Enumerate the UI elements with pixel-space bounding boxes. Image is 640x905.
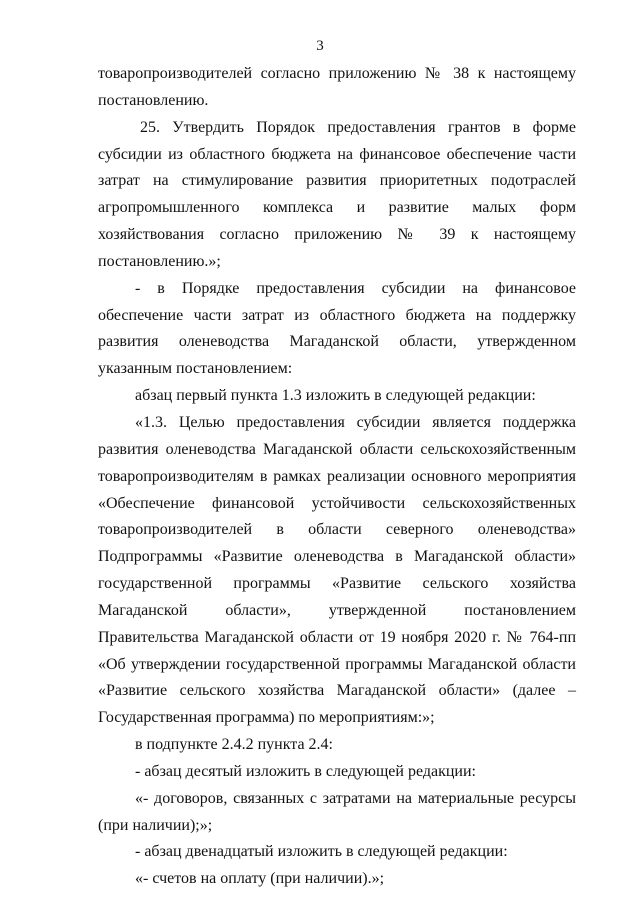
paragraph: абзац первый пункта 1.3 изложить в следующей редакции: bbox=[135, 387, 536, 405]
document-body bbox=[98, 61, 576, 893]
paragraph: товаропроизводителей согласно приложению № 38 к настоящему постановлению. bbox=[98, 65, 576, 109]
paragraph: 25. Утвердить Порядок предоставления грантов в форме субсидии из областного бюджета на финансовое обеспечение части затрат на стимулирование развития приоритетных подотраслей агропромышленного комплекса и развитие малых форм хозяйствования согласно приложению № 39 к настоящему постановлению.»; bbox=[98, 118, 576, 270]
paragraph: в подпункте 2.4.2 пункта 2.4: bbox=[135, 736, 333, 754]
paragraph: «1.3. Целью предоставления субсидии является поддержка развития оленеводства Магаданской области сельскохозяйственным товаропроизводителям в рамках реализации основного мероприятия «Обеспечение финансовой устойчивости сельскохозяйственных товаропроизводителей в области северного оленеводства» Подпрограммы «Развитие оленеводства в Магаданской области» государственной программы «Развитие сельского хозяйства Магаданской области», утвержденной постановлением Правительства Магаданской области от 19 ноября 2020 г. № 764-пп «Об утверждении государственной программы Магаданской области «Развитие сельского хозяйства Магаданской области» (далее – Государственная программа) по мероприятиям:»; bbox=[98, 413, 576, 727]
page-number: 3 bbox=[316, 38, 324, 54]
paragraph: - абзац двенадцатый изложить в следующей редакции: bbox=[135, 843, 508, 861]
paragraph: «- счетов на оплату (при наличии).»; bbox=[135, 870, 385, 888]
paragraph: - в Порядке предоставления субсидии на финансовое обеспечение части затрат из областного бюджета на поддержку развития оленеводства Магаданской области, утвержденном указанным постановлением: bbox=[98, 279, 576, 378]
paragraph: «- договоров, связанных с затратами на материальные ресурсы (при наличии);»; bbox=[98, 789, 576, 834]
paragraph: - абзац десятый изложить в следующей редакции: bbox=[135, 762, 476, 780]
